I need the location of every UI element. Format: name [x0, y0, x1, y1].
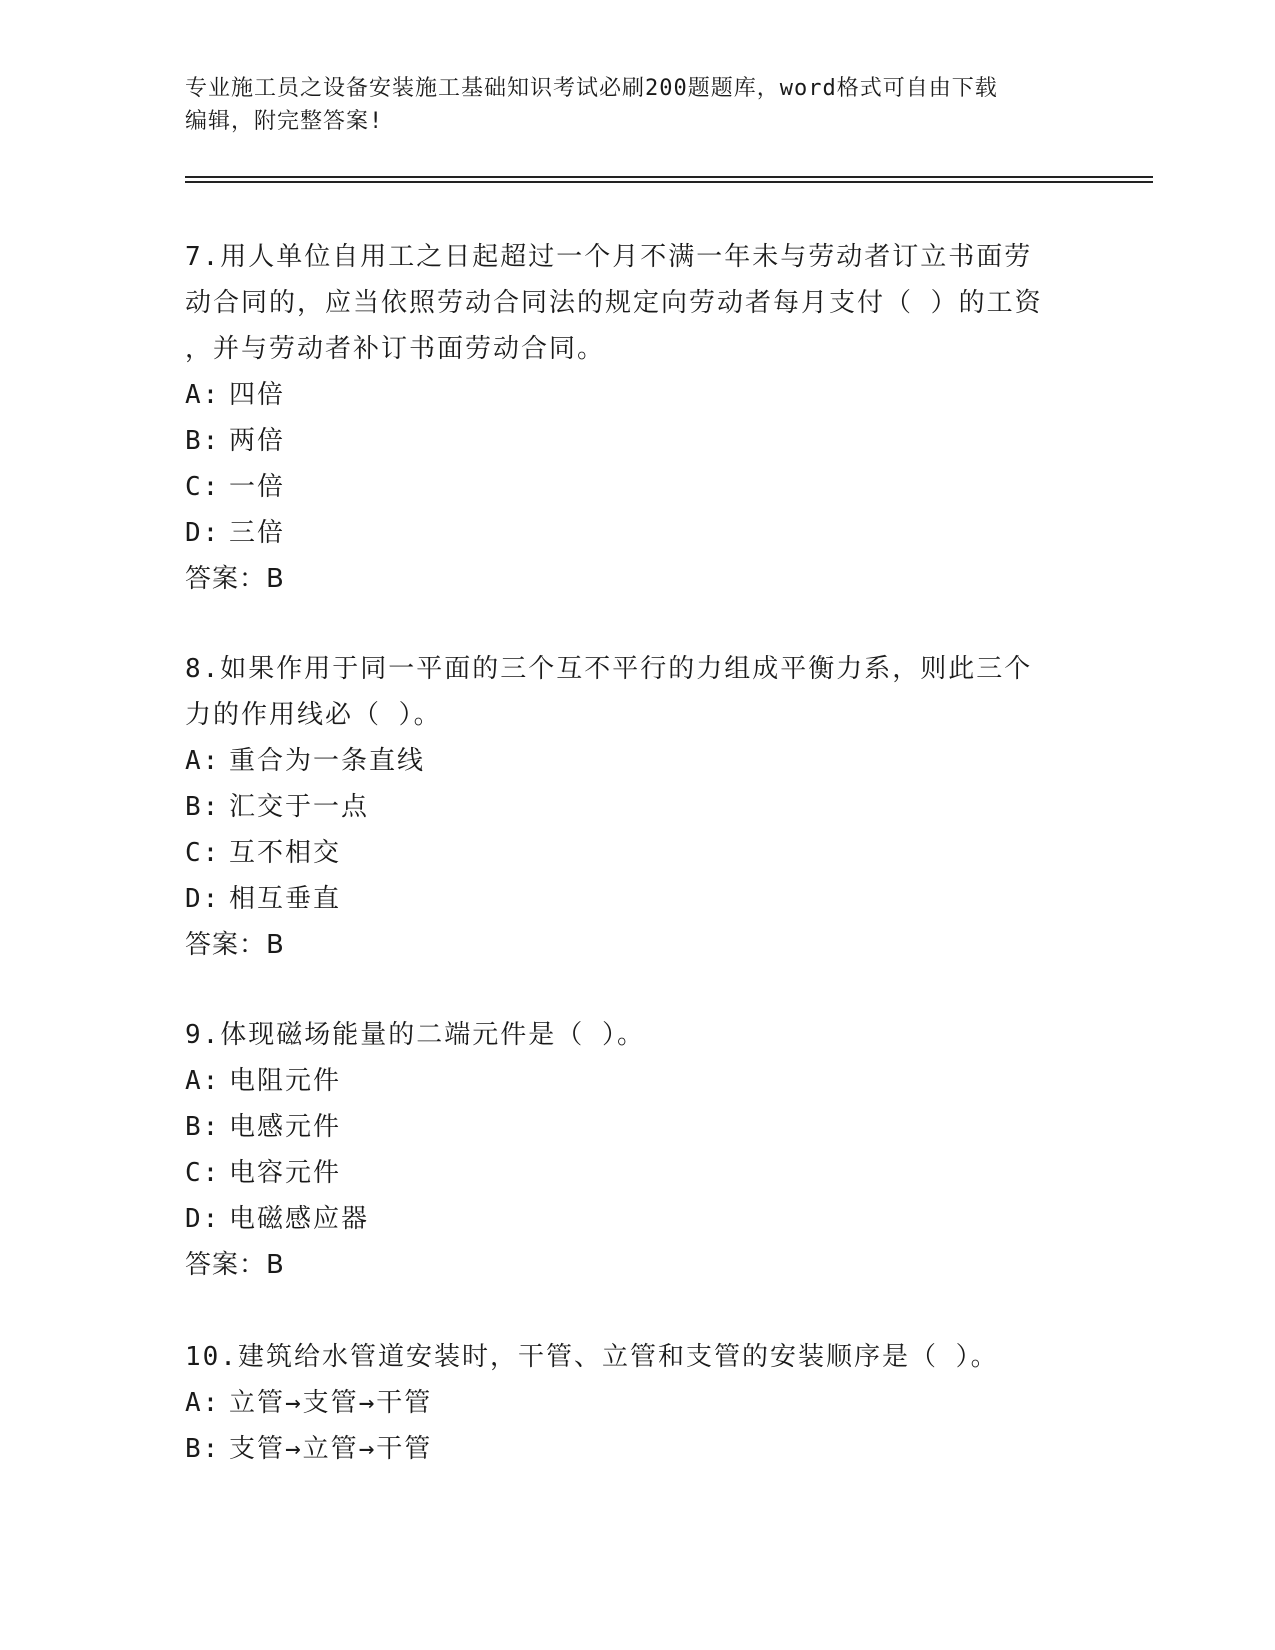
option-key: A:: [185, 1066, 221, 1096]
header-line-2: 编辑，附完整答案!: [185, 109, 384, 134]
header-divider-top: [185, 176, 1153, 178]
answer-line: 答案：B: [185, 1250, 285, 1280]
option-key: C:: [185, 1158, 221, 1188]
option-text: 重合为一条直线: [229, 746, 426, 776]
document-header: [185, 72, 1065, 138]
question-text-line: 8.如果作用于同一平面的三个互不平行的力组成平衡力系，则此三个: [185, 654, 1033, 684]
option-text: 四倍: [229, 380, 286, 410]
option-c: [185, 464, 1085, 510]
option-text: 电感元件: [229, 1112, 342, 1142]
option-text: 两倍: [229, 426, 286, 456]
option-a: [185, 738, 1085, 784]
option-text: 电容元件: [229, 1158, 342, 1188]
header-line-1: 专业施工员之设备安装施工基础知识考试必刷200题题库，word格式可自由下载: [185, 76, 998, 101]
option-c: [185, 830, 1085, 876]
option-key: D:: [185, 1204, 221, 1234]
option-a: [185, 1380, 1085, 1426]
option-text: 互不相交: [229, 838, 342, 868]
answer-line: 答案：B: [185, 564, 285, 594]
option-key: A:: [185, 1388, 221, 1418]
question-text-line: ，并与劳动者补订书面劳动合同。: [185, 334, 606, 364]
option-text: 汇交于一点: [229, 792, 370, 822]
option-b: [185, 1104, 1085, 1150]
option-text: 电阻元件: [229, 1066, 342, 1096]
option-d: [185, 876, 1085, 922]
option-d: [185, 510, 1085, 556]
option-key: D:: [185, 518, 221, 548]
question-text-line: 力的作用线必（ ）。: [185, 700, 442, 730]
option-text: 三倍: [229, 518, 286, 548]
option-key: C:: [185, 472, 221, 502]
question-text-line: 动合同的，应当依照劳动合同法的规定向劳动者每月支付（ ）的工资: [185, 288, 1043, 318]
option-key: B:: [185, 792, 221, 822]
question-9: [185, 1012, 1085, 1288]
option-key: B:: [185, 1434, 221, 1464]
option-d: [185, 1196, 1085, 1242]
option-b: [185, 784, 1085, 830]
option-text: 立管→支管→干管: [229, 1388, 433, 1418]
option-key: B:: [185, 1112, 221, 1142]
option-a: [185, 1058, 1085, 1104]
option-a: [185, 372, 1085, 418]
option-key: A:: [185, 746, 221, 776]
option-key: C:: [185, 838, 221, 868]
option-text: 一倍: [229, 472, 286, 502]
question-text-line: 7.用人单位自用工之日起超过一个月不满一年未与劳动者订立书面劳: [185, 242, 1033, 272]
option-key: D:: [185, 884, 221, 914]
option-b: [185, 418, 1085, 464]
question-7: [185, 234, 1085, 602]
header-divider-bottom: [185, 181, 1153, 183]
option-text: 相互垂直: [229, 884, 342, 914]
question-10: [185, 1334, 1085, 1472]
question-8: [185, 646, 1085, 968]
question-text-line: 10.建筑给水管道安装时，干管、立管和支管的安装顺序是（ ）。: [185, 1342, 999, 1372]
question-text-line: 9.体现磁场能量的二端元件是（ ）。: [185, 1020, 645, 1050]
answer-line: 答案：B: [185, 930, 285, 960]
option-key: B:: [185, 426, 221, 456]
option-text: 支管→立管→干管: [229, 1434, 433, 1464]
option-key: A:: [185, 380, 221, 410]
option-b: [185, 1426, 1085, 1472]
option-text: 电磁感应器: [229, 1204, 370, 1234]
option-c: [185, 1150, 1085, 1196]
